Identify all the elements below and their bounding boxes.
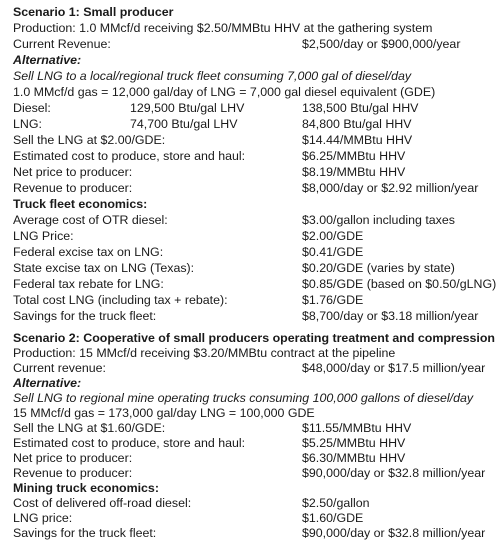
scenario-2-title: Scenario 2: Cooperative of small producers operating treatment and compression — [13, 331, 495, 345]
scenario-1-production: Production: 1.0 MMcf/d receiving $2.50/MMBtu HHV at the gathering system — [13, 21, 433, 35]
s2-item-value: $6.30/MMBtu HHV — [302, 451, 406, 465]
mining-item-value: $90,000/day or $32.8 million/year — [302, 526, 486, 540]
fleet-item-value: $0.85/GDE (based on $0.50/gLNG) — [302, 277, 497, 291]
diesel-label: Diesel: — [13, 101, 51, 115]
fleet-item-label: Savings for the truck fleet: — [13, 309, 157, 323]
scenario-1-revenue-label: Current Revenue: — [13, 37, 111, 51]
fleet-item-value: $3.00/gallon including taxes — [302, 213, 455, 227]
diesel-hhv: 138,500 Btu/gal HHV — [302, 101, 419, 115]
scenario-1-gas-equivalence: 1.0 MMcf/d gas = 12,000 gal/day of LNG = 7,000 gal diesel equivalent (GDE) — [13, 85, 436, 99]
s2-item-label: Net price to producer: — [13, 451, 133, 465]
scenario-1-title: Scenario 1: Small producer — [13, 5, 174, 19]
mining-truck-heading: Mining truck economics: — [13, 481, 159, 495]
mining-item-value: $2.50/gallon — [302, 496, 370, 510]
scenario-2-gas-equivalence: 15 MMcf/d gas = 173,000 gal/day LNG = 100,000 GDE — [13, 406, 315, 420]
fleet-item-value: $0.20/GDE (varies by state) — [302, 261, 455, 275]
s1-item-value: $6.25/MMBtu HHV — [302, 149, 406, 163]
scenario-1-alternative-description: Sell LNG to a local/regional truck fleet consuming 7,000 gal of diesel/day — [13, 69, 412, 83]
fleet-item-label: State excise tax on LNG (Texas): — [13, 261, 195, 275]
s2-item-label: Revenue to producer: — [13, 466, 133, 480]
scenario-1-revenue-value: $2,500/day or $900,000/year — [302, 37, 461, 51]
lng-label: LNG: — [13, 117, 42, 131]
mining-item-label: Savings for the truck fleet: — [13, 526, 157, 540]
fleet-item-label: LNG Price: — [13, 229, 74, 243]
mining-item-label: LNG price: — [13, 511, 73, 525]
fleet-item-value: $2.00/GDE — [302, 229, 364, 243]
s2-item-value: $90,000/day or $32.8 million/year — [302, 466, 486, 480]
s1-item-label: Net price to producer: — [13, 165, 133, 179]
fleet-item-value: $1.76/GDE — [302, 293, 364, 307]
diesel-lhv: 129,500 Btu/gal LHV — [130, 101, 245, 115]
mining-item-label: Cost of delivered off-road diesel: — [13, 496, 192, 510]
s1-item-value: $14.44/MMBtu HHV — [302, 133, 413, 147]
lng-hhv: 84,800 Btu/gal HHV — [302, 117, 412, 131]
s1-item-label: Estimated cost to produce, store and haul: — [13, 149, 246, 163]
s1-item-label: Sell the LNG at $2.00/GDE: — [13, 133, 166, 147]
fleet-item-label: Federal tax rebate for LNG: — [13, 277, 164, 291]
fleet-item-label: Average cost of OTR diesel: — [13, 213, 168, 227]
s1-item-label: Revenue to producer: — [13, 181, 133, 195]
scenario-2-alternative-heading: Alternative: — [13, 376, 82, 390]
s2-item-value: $11.55/MMBtu HHV — [302, 421, 412, 435]
fleet-item-label: Total cost LNG (including tax + rebate): — [13, 293, 228, 307]
s2-item-label: Estimated cost to produce, store and haul: — [13, 436, 246, 450]
scenario-1-alternative-heading: Alternative: — [13, 53, 82, 67]
truck-fleet-heading: Truck fleet economics: — [13, 197, 148, 211]
scenario-2-production: Production: 15 MMcf/d receiving $3.20/MMBtu contract at the pipeline — [13, 346, 396, 360]
scenario-2-revenue-label: Current revenue: — [13, 361, 106, 375]
scenario-2-revenue-value: $48,000/day or $17.5 million/year — [302, 361, 486, 375]
lng-lhv: 74,700 Btu/gal LHV — [130, 117, 238, 131]
s2-item-value: $5.25/MMBtu HHV — [302, 436, 406, 450]
s2-item-label: Sell the LNG at $1.60/GDE: — [13, 421, 166, 435]
fleet-item-value: $8,700/day or $3.18 million/year — [302, 309, 479, 323]
mining-item-value: $1.60/GDE — [302, 511, 364, 525]
scenario-2-alternative-description: Sell LNG to regional mine operating trucks consuming 100,000 gallons of diesel/day — [13, 391, 474, 405]
s1-item-value: $8.19/MMBtu HHV — [302, 165, 406, 179]
fleet-item-label: Federal excise tax on LNG: — [13, 245, 164, 259]
fleet-item-value: $0.41/GDE — [302, 245, 364, 259]
s1-item-value: $8,000/day or $2.92 million/year — [302, 181, 479, 195]
